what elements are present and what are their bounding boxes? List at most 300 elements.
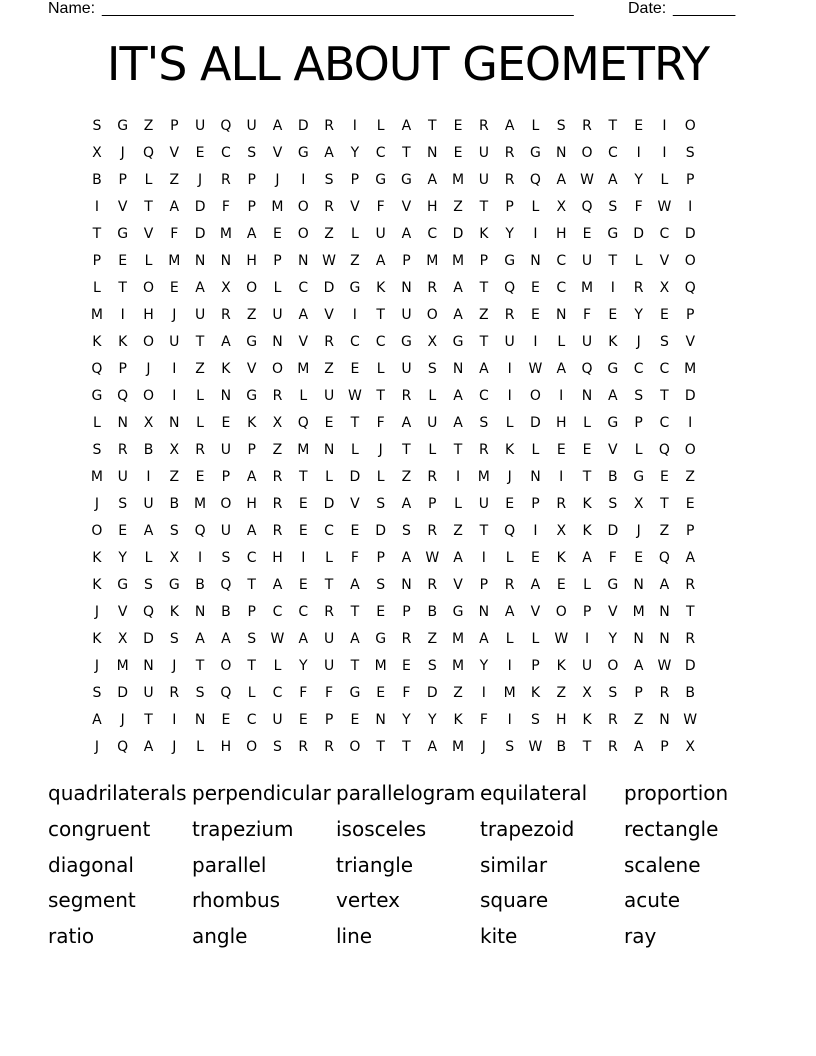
grid-letter[interactable]: K [118, 334, 128, 350]
grid-letter[interactable]: F [170, 226, 179, 242]
grid-letter[interactable]: L [325, 550, 333, 566]
grid-letter[interactable]: A [401, 496, 412, 512]
grid-letter[interactable]: E [350, 361, 360, 377]
grid-letter[interactable]: N [556, 307, 567, 323]
grid-letter[interactable]: R [633, 280, 644, 296]
grid-letter[interactable]: O [426, 307, 438, 323]
grid-letter[interactable]: H [426, 199, 438, 215]
grid-letter[interactable]: R [324, 604, 334, 620]
grid-letter[interactable]: M [632, 604, 645, 620]
grid-letter[interactable]: R [427, 577, 438, 593]
grid-letter[interactable]: M [168, 253, 181, 269]
grid-letter[interactable]: A [246, 469, 257, 485]
grid-letter[interactable]: E [453, 145, 463, 161]
grid-letter[interactable]: E [118, 253, 128, 269]
grid-letter[interactable]: A [608, 172, 618, 188]
grid-letter[interactable]: S [556, 118, 566, 134]
grid-letter[interactable]: P [247, 199, 256, 215]
grid-letter[interactable]: E [660, 469, 669, 485]
grid-letter[interactable]: N [530, 469, 541, 485]
grid-letter[interactable]: P [118, 172, 127, 188]
grid-letter[interactable]: M [684, 361, 697, 377]
grid-letter[interactable]: S [247, 145, 257, 161]
grid-letter[interactable]: L [454, 496, 462, 512]
grid-letter[interactable]: A [246, 226, 257, 242]
grid-letter[interactable]: T [660, 388, 669, 404]
grid-letter[interactable]: N [117, 415, 128, 431]
grid-letter[interactable]: N [427, 145, 438, 161]
grid-letter[interactable]: Q [117, 388, 129, 404]
grid-letter[interactable]: N [298, 253, 309, 269]
grid-letter[interactable]: T [479, 523, 489, 539]
grid-letter[interactable]: U [504, 334, 515, 350]
grid-letter[interactable]: A [350, 631, 360, 647]
grid-letter[interactable]: H [555, 712, 567, 728]
grid-letter[interactable]: O [246, 280, 258, 296]
grid-letter[interactable]: M [90, 469, 103, 485]
grid-letter[interactable]: U [427, 415, 438, 431]
grid-letter[interactable]: F [221, 199, 230, 215]
grid-letter[interactable]: Z [427, 631, 438, 647]
grid-letter[interactable]: U [220, 442, 231, 458]
grid-letter[interactable]: S [376, 496, 386, 512]
grid-letter[interactable]: G [117, 118, 129, 134]
grid-letter[interactable]: K [92, 550, 102, 566]
grid-letter[interactable]: V [401, 199, 412, 215]
grid-letter[interactable]: S [324, 172, 334, 188]
grid-letter[interactable]: V [117, 199, 128, 215]
grid-letter[interactable]: M [90, 307, 103, 323]
grid-letter[interactable]: C [478, 388, 489, 404]
grid-letter[interactable]: L [428, 388, 437, 404]
grid-letter[interactable]: Z [401, 469, 412, 485]
grid-letter[interactable]: L [350, 442, 359, 458]
grid-letter[interactable]: B [92, 172, 102, 188]
grid-letter[interactable]: Q [684, 280, 696, 296]
grid-letter[interactable]: F [376, 415, 385, 431]
grid-letter[interactable]: V [608, 442, 618, 458]
grid-letter[interactable]: T [376, 307, 385, 323]
grid-letter[interactable]: R [582, 118, 592, 134]
grid-letter[interactable]: I [584, 631, 590, 647]
grid-letter[interactable]: R [298, 739, 309, 755]
grid-letter[interactable]: D [297, 118, 309, 134]
grid-letter[interactable]: L [144, 253, 153, 269]
grid-letter[interactable]: Q [504, 523, 516, 539]
grid-letter[interactable]: P [531, 658, 540, 674]
grid-letter[interactable]: P [479, 577, 489, 593]
grid-letter[interactable]: X [659, 280, 670, 296]
grid-letter[interactable]: G [91, 388, 103, 404]
grid-letter[interactable]: P [324, 712, 334, 728]
grid-letter[interactable]: J [636, 334, 641, 350]
grid-letter[interactable]: X [143, 415, 154, 431]
grid-letter[interactable]: I [120, 307, 125, 323]
grid-letter[interactable]: F [634, 199, 643, 215]
grid-letter[interactable]: P [634, 415, 643, 431]
grid-letter[interactable]: P [221, 469, 231, 485]
grid-letter[interactable]: H [272, 550, 283, 566]
grid-letter[interactable]: B [608, 469, 618, 485]
grid-letter[interactable]: Q [117, 739, 129, 755]
grid-letter[interactable]: N [659, 712, 670, 728]
grid-letter[interactable]: L [531, 199, 540, 215]
grid-letter[interactable]: I [172, 361, 177, 377]
grid-letter[interactable]: L [531, 442, 540, 458]
grid-letter[interactable]: U [581, 253, 593, 269]
grid-letter[interactable]: J [172, 658, 177, 674]
grid-letter[interactable]: F [402, 685, 411, 701]
grid-letter[interactable]: I [507, 361, 512, 377]
grid-letter[interactable]: P [247, 442, 256, 458]
grid-letter[interactable]: J [172, 307, 177, 323]
grid-letter[interactable]: J [507, 469, 512, 485]
grid-letter[interactable]: C [246, 550, 257, 566]
grid-letter[interactable]: X [169, 550, 180, 566]
grid-letter[interactable]: L [196, 739, 204, 755]
grid-letter[interactable]: A [375, 253, 386, 269]
grid-letter[interactable]: G [375, 172, 387, 188]
grid-letter[interactable]: U [117, 469, 128, 485]
grid-letter[interactable]: F [479, 712, 488, 728]
grid-letter[interactable]: N [581, 388, 593, 404]
grid-letter[interactable]: U [478, 145, 489, 161]
grid-letter[interactable]: E [531, 280, 540, 296]
grid-letter[interactable]: G [375, 631, 387, 647]
grid-letter[interactable]: X [92, 145, 102, 161]
grid-letter[interactable]: S [685, 145, 695, 161]
grid-letter[interactable]: V [298, 334, 309, 350]
grid-letter[interactable]: A [221, 631, 231, 647]
grid-letter[interactable]: N [633, 577, 644, 593]
grid-letter[interactable]: L [144, 172, 153, 188]
grid-letter[interactable]: L [505, 550, 514, 566]
grid-letter[interactable]: P [247, 604, 256, 620]
grid-letter[interactable]: G [168, 577, 180, 593]
grid-letter[interactable]: G [297, 145, 309, 161]
grid-letter[interactable]: A [453, 388, 463, 404]
grid-letter[interactable]: I [507, 388, 512, 404]
grid-letter[interactable]: S [92, 685, 102, 701]
grid-letter[interactable]: S [92, 118, 102, 134]
grid-letter[interactable]: S [479, 415, 489, 431]
grid-letter[interactable]: Q [658, 550, 670, 566]
grid-letter[interactable]: I [352, 118, 357, 134]
grid-letter[interactable]: O [684, 253, 696, 269]
grid-letter[interactable]: P [686, 307, 695, 323]
grid-letter[interactable]: P [531, 496, 540, 512]
grid-letter[interactable]: L [92, 415, 101, 431]
grid-letter[interactable]: Z [169, 172, 180, 188]
grid-letter[interactable]: T [92, 226, 102, 242]
grid-letter[interactable]: R [504, 307, 515, 323]
grid-letter[interactable]: E [505, 496, 515, 512]
grid-letter[interactable]: O [297, 199, 309, 215]
grid-letter[interactable]: S [169, 523, 179, 539]
grid-letter[interactable]: C [375, 334, 386, 350]
grid-letter[interactable]: E [376, 604, 386, 620]
grid-letter[interactable]: Z [143, 118, 154, 134]
grid-letter[interactable]: K [92, 577, 102, 593]
grid-letter[interactable]: G [607, 577, 619, 593]
grid-letter[interactable]: M [452, 253, 465, 269]
grid-letter[interactable]: W [657, 199, 672, 215]
grid-letter[interactable]: Y [298, 658, 308, 674]
grid-letter[interactable]: I [455, 469, 461, 485]
grid-letter[interactable]: D [684, 658, 696, 674]
grid-letter[interactable]: T [608, 118, 618, 134]
grid-letter[interactable]: N [401, 280, 412, 296]
grid-letter[interactable]: N [401, 577, 412, 593]
grid-letter[interactable]: Z [195, 361, 205, 377]
grid-letter[interactable]: L [531, 118, 540, 134]
grid-letter[interactable]: P [402, 253, 411, 269]
grid-letter[interactable]: I [507, 712, 512, 728]
grid-letter[interactable]: M [580, 280, 594, 296]
grid-letter[interactable]: Y [479, 658, 489, 674]
grid-letter[interactable]: D [194, 226, 206, 242]
grid-letter[interactable]: Z [350, 253, 360, 269]
grid-letter[interactable]: B [556, 739, 567, 755]
grid-letter[interactable]: T [144, 712, 153, 728]
grid-letter[interactable]: R [195, 442, 205, 458]
grid-letter[interactable]: L [196, 388, 204, 404]
grid-letter[interactable]: T [376, 739, 385, 755]
grid-letter[interactable]: G [246, 388, 258, 404]
grid-letter[interactable]: S [427, 658, 437, 674]
grid-letter[interactable]: O [271, 361, 283, 377]
grid-letter[interactable]: C [324, 523, 334, 539]
grid-letter[interactable]: G [401, 172, 412, 188]
grid-letter[interactable]: C [659, 361, 670, 377]
grid-letter[interactable]: Y [608, 631, 618, 647]
grid-letter[interactable]: E [298, 712, 308, 728]
grid-letter[interactable]: Y [350, 145, 360, 161]
grid-letter[interactable]: P [92, 253, 102, 269]
grid-letter[interactable]: T [298, 469, 308, 485]
grid-letter[interactable]: W [270, 631, 285, 647]
grid-letter[interactable]: H [555, 415, 567, 431]
grid-letter[interactable]: R [427, 280, 438, 296]
grid-letter[interactable]: G [452, 604, 464, 620]
grid-letter[interactable]: Y [402, 712, 411, 728]
grid-letter[interactable]: T [453, 442, 463, 458]
grid-letter[interactable]: N [659, 631, 670, 647]
grid-letter[interactable]: E [582, 226, 592, 242]
grid-letter[interactable]: O [349, 739, 361, 755]
grid-letter[interactable]: B [169, 496, 180, 512]
grid-letter[interactable]: W [347, 388, 362, 404]
grid-letter[interactable]: M [452, 172, 465, 188]
grid-letter[interactable]: N [194, 712, 206, 728]
grid-letter[interactable]: N [220, 388, 232, 404]
grid-letter[interactable]: G [349, 685, 361, 701]
grid-letter[interactable]: N [194, 253, 206, 269]
grid-letter[interactable]: P [505, 199, 514, 215]
grid-letter[interactable]: L [325, 469, 333, 485]
grid-letter[interactable]: N [220, 253, 232, 269]
grid-letter[interactable]: A [427, 172, 438, 188]
grid-letter[interactable]: F [299, 685, 308, 701]
grid-letter[interactable]: L [299, 388, 308, 404]
grid-letter[interactable]: H [246, 496, 257, 512]
grid-letter[interactable]: K [92, 334, 102, 350]
grid-letter[interactable]: J [94, 739, 99, 755]
grid-letter[interactable]: R [556, 496, 567, 512]
grid-letter[interactable]: L [247, 685, 256, 701]
grid-letter[interactable]: J [94, 658, 99, 674]
grid-letter[interactable]: J [198, 172, 203, 188]
grid-letter[interactable]: J [636, 523, 641, 539]
grid-letter[interactable]: K [92, 631, 102, 647]
grid-letter[interactable]: W [580, 172, 594, 188]
grid-letter[interactable]: T [350, 658, 360, 674]
grid-letter[interactable]: S [608, 685, 618, 701]
grid-letter[interactable]: A [143, 523, 154, 539]
grid-letter[interactable]: K [221, 361, 231, 377]
grid-letter[interactable]: A [401, 226, 412, 242]
grid-letter[interactable]: V [272, 145, 283, 161]
grid-letter[interactable]: E [118, 523, 128, 539]
grid-letter[interactable]: T [427, 118, 437, 134]
grid-letter[interactable]: T [685, 604, 695, 620]
grid-letter[interactable]: A [324, 145, 334, 161]
grid-letter[interactable]: O [142, 280, 154, 296]
grid-letter[interactable]: A [350, 577, 360, 593]
grid-letter[interactable]: L [505, 415, 514, 431]
grid-letter[interactable]: G [504, 253, 516, 269]
grid-letter[interactable]: D [607, 523, 619, 539]
grid-letter[interactable]: N [530, 253, 541, 269]
grid-letter[interactable]: I [481, 550, 486, 566]
grid-letter[interactable]: V [350, 199, 360, 215]
grid-letter[interactable]: T [195, 658, 205, 674]
grid-letter[interactable]: V [350, 496, 360, 512]
grid-letter[interactable]: B [427, 604, 438, 620]
grid-letter[interactable]: X [556, 523, 567, 539]
grid-letter[interactable]: U [143, 685, 154, 701]
grid-letter[interactable]: C [349, 334, 360, 350]
grid-letter[interactable]: X [221, 280, 231, 296]
grid-letter[interactable]: F [608, 550, 617, 566]
grid-letter[interactable]: P [350, 172, 360, 188]
grid-letter[interactable]: D [323, 496, 335, 512]
grid-letter[interactable]: C [375, 145, 386, 161]
grid-letter[interactable]: I [662, 118, 667, 134]
grid-letter[interactable]: M [194, 496, 207, 512]
grid-letter[interactable]: L [350, 226, 359, 242]
grid-letter[interactable]: A [143, 739, 154, 755]
grid-letter[interactable]: X [427, 334, 438, 350]
grid-letter[interactable]: A [453, 550, 463, 566]
grid-letter[interactable]: A [556, 172, 567, 188]
grid-letter[interactable]: P [118, 361, 127, 377]
grid-letter[interactable]: T [144, 199, 153, 215]
grid-letter[interactable]: J [94, 604, 99, 620]
grid-letter[interactable]: W [554, 631, 569, 647]
grid-letter[interactable]: I [301, 172, 306, 188]
grid-letter[interactable]: G [246, 334, 258, 350]
grid-letter[interactable]: L [634, 442, 643, 458]
grid-letter[interactable]: D [349, 469, 361, 485]
grid-letter[interactable]: U [375, 226, 386, 242]
grid-letter[interactable]: Z [453, 523, 463, 539]
grid-letter[interactable]: K [582, 523, 592, 539]
grid-letter[interactable]: P [479, 253, 489, 269]
grid-letter[interactable]: Y [634, 307, 643, 323]
grid-letter[interactable]: U [323, 658, 335, 674]
grid-letter[interactable]: R [478, 442, 489, 458]
grid-letter[interactable]: N [633, 631, 644, 647]
grid-letter[interactable]: E [660, 307, 669, 323]
grid-letter[interactable]: K [453, 712, 463, 728]
grid-letter[interactable]: G [117, 226, 129, 242]
grid-letter[interactable]: R [221, 307, 231, 323]
grid-letter[interactable]: T [479, 334, 489, 350]
grid-letter[interactable]: E [453, 118, 463, 134]
grid-letter[interactable]: A [298, 631, 309, 647]
grid-letter[interactable]: E [298, 496, 308, 512]
grid-letter[interactable]: L [273, 280, 282, 296]
grid-letter[interactable]: V [324, 307, 334, 323]
grid-letter[interactable]: Q [220, 577, 232, 593]
grid-letter[interactable]: T [582, 739, 592, 755]
grid-letter[interactable]: G [607, 361, 619, 377]
grid-letter[interactable]: O [220, 658, 232, 674]
grid-letter[interactable]: P [686, 172, 695, 188]
grid-letter[interactable]: F [350, 550, 359, 566]
grid-letter[interactable]: A [556, 361, 567, 377]
grid-letter[interactable]: P [170, 118, 179, 134]
grid-letter[interactable]: E [634, 550, 644, 566]
grid-letter[interactable]: J [481, 739, 486, 755]
grid-letter[interactable]: C [246, 712, 257, 728]
grid-letter[interactable]: T [247, 577, 256, 593]
grid-letter[interactable]: A [685, 550, 696, 566]
grid-letter[interactable]: K [169, 604, 179, 620]
grid-letter[interactable]: A [504, 118, 515, 134]
grid-letter[interactable]: A [401, 118, 412, 134]
grid-letter[interactable]: G [401, 334, 412, 350]
grid-letter[interactable]: R [221, 172, 231, 188]
grid-letter[interactable]: R [272, 388, 283, 404]
grid-letter[interactable]: B [143, 442, 154, 458]
grid-letter[interactable]: N [375, 712, 386, 728]
grid-letter[interactable]: E [221, 712, 231, 728]
grid-letter[interactable]: I [507, 658, 512, 674]
grid-letter[interactable]: Q [504, 280, 516, 296]
grid-letter[interactable]: L [557, 334, 566, 350]
grid-letter[interactable]: S [376, 577, 386, 593]
grid-letter[interactable]: S [427, 361, 437, 377]
grid-letter[interactable]: G [633, 469, 645, 485]
grid-letter[interactable]: R [504, 577, 515, 593]
grid-letter[interactable]: H [246, 253, 257, 269]
grid-letter[interactable]: I [559, 469, 564, 485]
grid-letter[interactable]: M [452, 658, 465, 674]
grid-letter[interactable]: D [143, 631, 154, 647]
grid-letter[interactable]: L [531, 631, 540, 647]
grid-letter[interactable]: M [219, 226, 232, 242]
grid-letter[interactable]: D [117, 685, 129, 701]
grid-letter[interactable]: K [505, 442, 515, 458]
grid-letter[interactable]: R [272, 496, 283, 512]
grid-letter[interactable]: J [378, 442, 383, 458]
grid-letter[interactable]: E [531, 550, 540, 566]
grid-letter[interactable]: L [376, 361, 385, 377]
grid-letter[interactable]: S [273, 739, 282, 755]
grid-letter[interactable]: F [583, 307, 592, 323]
